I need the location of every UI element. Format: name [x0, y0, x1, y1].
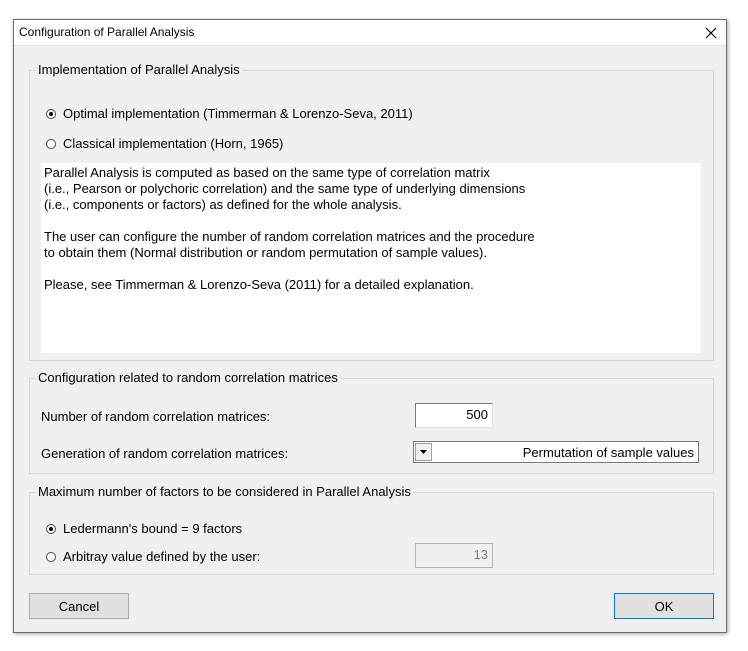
- dropdown-button[interactable]: [415, 443, 432, 461]
- generation-method-label: Generation of random correlation matrices:: [41, 446, 289, 461]
- selected-option: Permutation of sample values: [522, 445, 694, 460]
- implementation-group: [29, 63, 714, 361]
- matrix-count-label: Number of random correlation matrices:: [41, 409, 271, 424]
- window-title: Configuration of Parallel Analysis: [19, 25, 195, 39]
- description-paragraph: Please, see Timmerman & Lorenzo-Seva (2011) for a detailed explanation.: [44, 277, 474, 292]
- user-factors-input[interactable]: 13: [415, 543, 493, 568]
- radio-optimal-implementation[interactable]: [46, 106, 686, 124]
- radio-user-value[interactable]: [46, 549, 396, 567]
- close-icon: [705, 27, 717, 39]
- close-button[interactable]: [696, 20, 726, 45]
- radio-indicator: [46, 139, 56, 149]
- random-matrices-group: [29, 371, 714, 474]
- max-factors-group: [29, 485, 714, 575]
- description-paragraph: The user can configure the number of random correlation matrices and the procedure to obtain them (Normal distribution or random permutation of sample values).: [44, 229, 535, 260]
- dialog-window: [13, 19, 727, 633]
- implementation-legend: Implementation of Parallel Analysis: [38, 62, 240, 77]
- title-bar: [14, 20, 726, 46]
- cancel-button[interactable]: Cancel: [29, 593, 129, 619]
- radio-classical-implementation[interactable]: [46, 136, 686, 154]
- radio-indicator-checked: [46, 109, 56, 119]
- radio-indicator-checked: [46, 524, 56, 534]
- radio-ledermann-bound[interactable]: [46, 521, 396, 539]
- description-paragraph: Parallel Analysis is computed as based on the same type of correlation matrix (i.e., Pearson or polychoric correlation) and the same type of underlying dimensions (i.e., components or factors) as defined for the whole analysis.: [44, 165, 526, 212]
- radio-label: Optimal implementation (Timmerman & Lorenzo-Seva, 2011): [63, 106, 413, 121]
- radio-label: Classical implementation (Horn, 1965): [63, 136, 284, 151]
- random-matrices-legend: Configuration related to random correlation matrices: [38, 370, 338, 385]
- radio-label: Arbitray value defined by the user:: [63, 549, 261, 564]
- max-factors-legend: Maximum number of factors to be considered in Parallel Analysis: [38, 484, 411, 499]
- description-text-area[interactable]: [41, 163, 701, 353]
- radio-indicator: [46, 552, 56, 562]
- radio-label: Ledermann's bound = 9 factors: [63, 521, 243, 536]
- chevron-down-icon: [420, 450, 427, 454]
- matrix-count-input[interactable]: 500: [415, 403, 493, 428]
- ok-button[interactable]: OK: [614, 593, 714, 619]
- generation-method-select[interactable]: [413, 441, 699, 463]
